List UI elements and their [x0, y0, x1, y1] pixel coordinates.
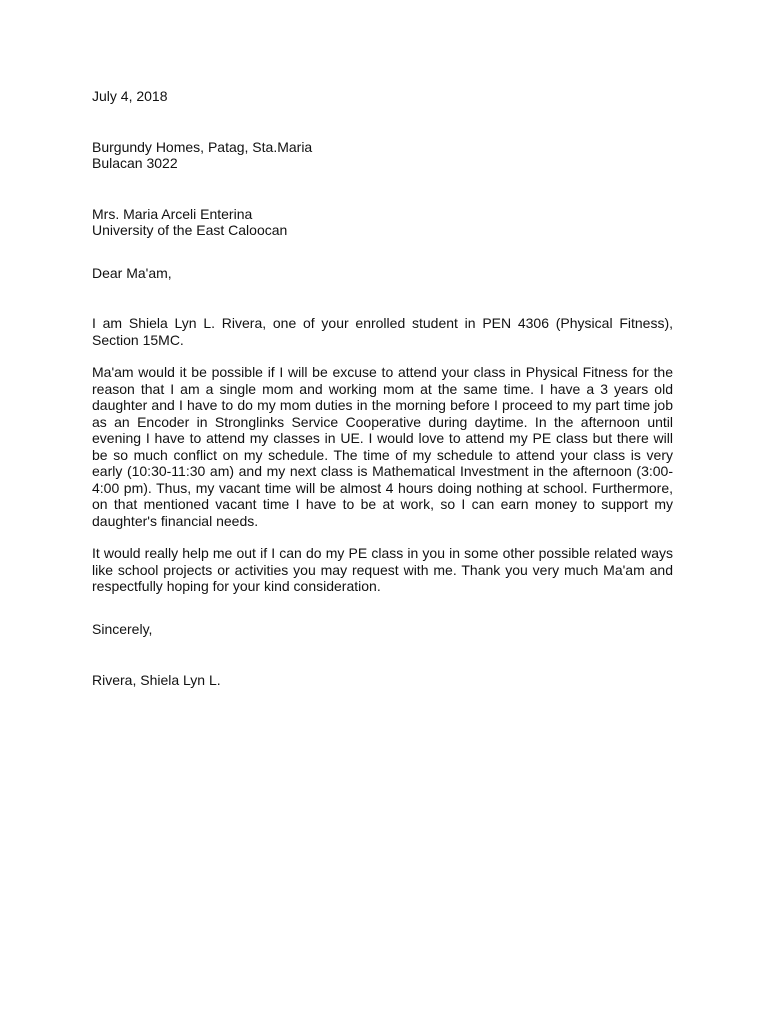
paragraph-introduction: I am Shiela Lyn L. Rivera, one of your enrolled student in PEN 4306 (Physical Fitness), Section 15MC.	[92, 315, 673, 348]
sender-address	[92, 139, 673, 172]
paragraph-reason: Ma'am would it be possible if I will be excuse to attend your class in Physical Fitness for the reason that I am a single mom and working mom at the same time. I have a 3 years old daughter and I have to do my mom duties in the morning before I proceed to my part time job as an Encoder in Stronglinks Service Cooperative during daytime. In the afternoon until evening I have to attend my classes in UE. I would love to attend my PE class but there will be so much conflict on my schedule. The time of my schedule to attend your class is very early (10:30-11:30 am) and my next class is Mathematical Investment in the afternoon (3:00-4:00 pm). Thus, my vacant time will be almost 4 hours doing nothing at school. Furthermore, on that mentioned vacant time I have to be at work, so I can earn money to support my daughter's financial needs.	[92, 364, 673, 529]
closing: Sincerely,	[92, 620, 153, 637]
paragraph-request: It would really help me out if I can do my PE class in you in some other possible related ways like school projects or activities you may request with me. Thank you very much Ma'am and respectfully hoping for your kind consideration.	[92, 545, 673, 594]
sender-address-line-1: Burgundy Homes, Patag, Sta.Maria	[92, 138, 313, 155]
signature-name: Rivera, Shiela Lyn L.	[92, 672, 221, 688]
recipient-name: Mrs. Maria Arceli Enterina	[92, 205, 253, 222]
letter-date: July 4, 2018	[92, 88, 168, 104]
letter-body	[92, 88, 673, 689]
recipient-institution: University of the East Caloocan	[92, 222, 288, 238]
recipient-block	[92, 206, 673, 239]
sender-address-line-2: Bulacan 3022	[92, 155, 178, 171]
salutation: Dear Ma'am,	[92, 264, 172, 281]
